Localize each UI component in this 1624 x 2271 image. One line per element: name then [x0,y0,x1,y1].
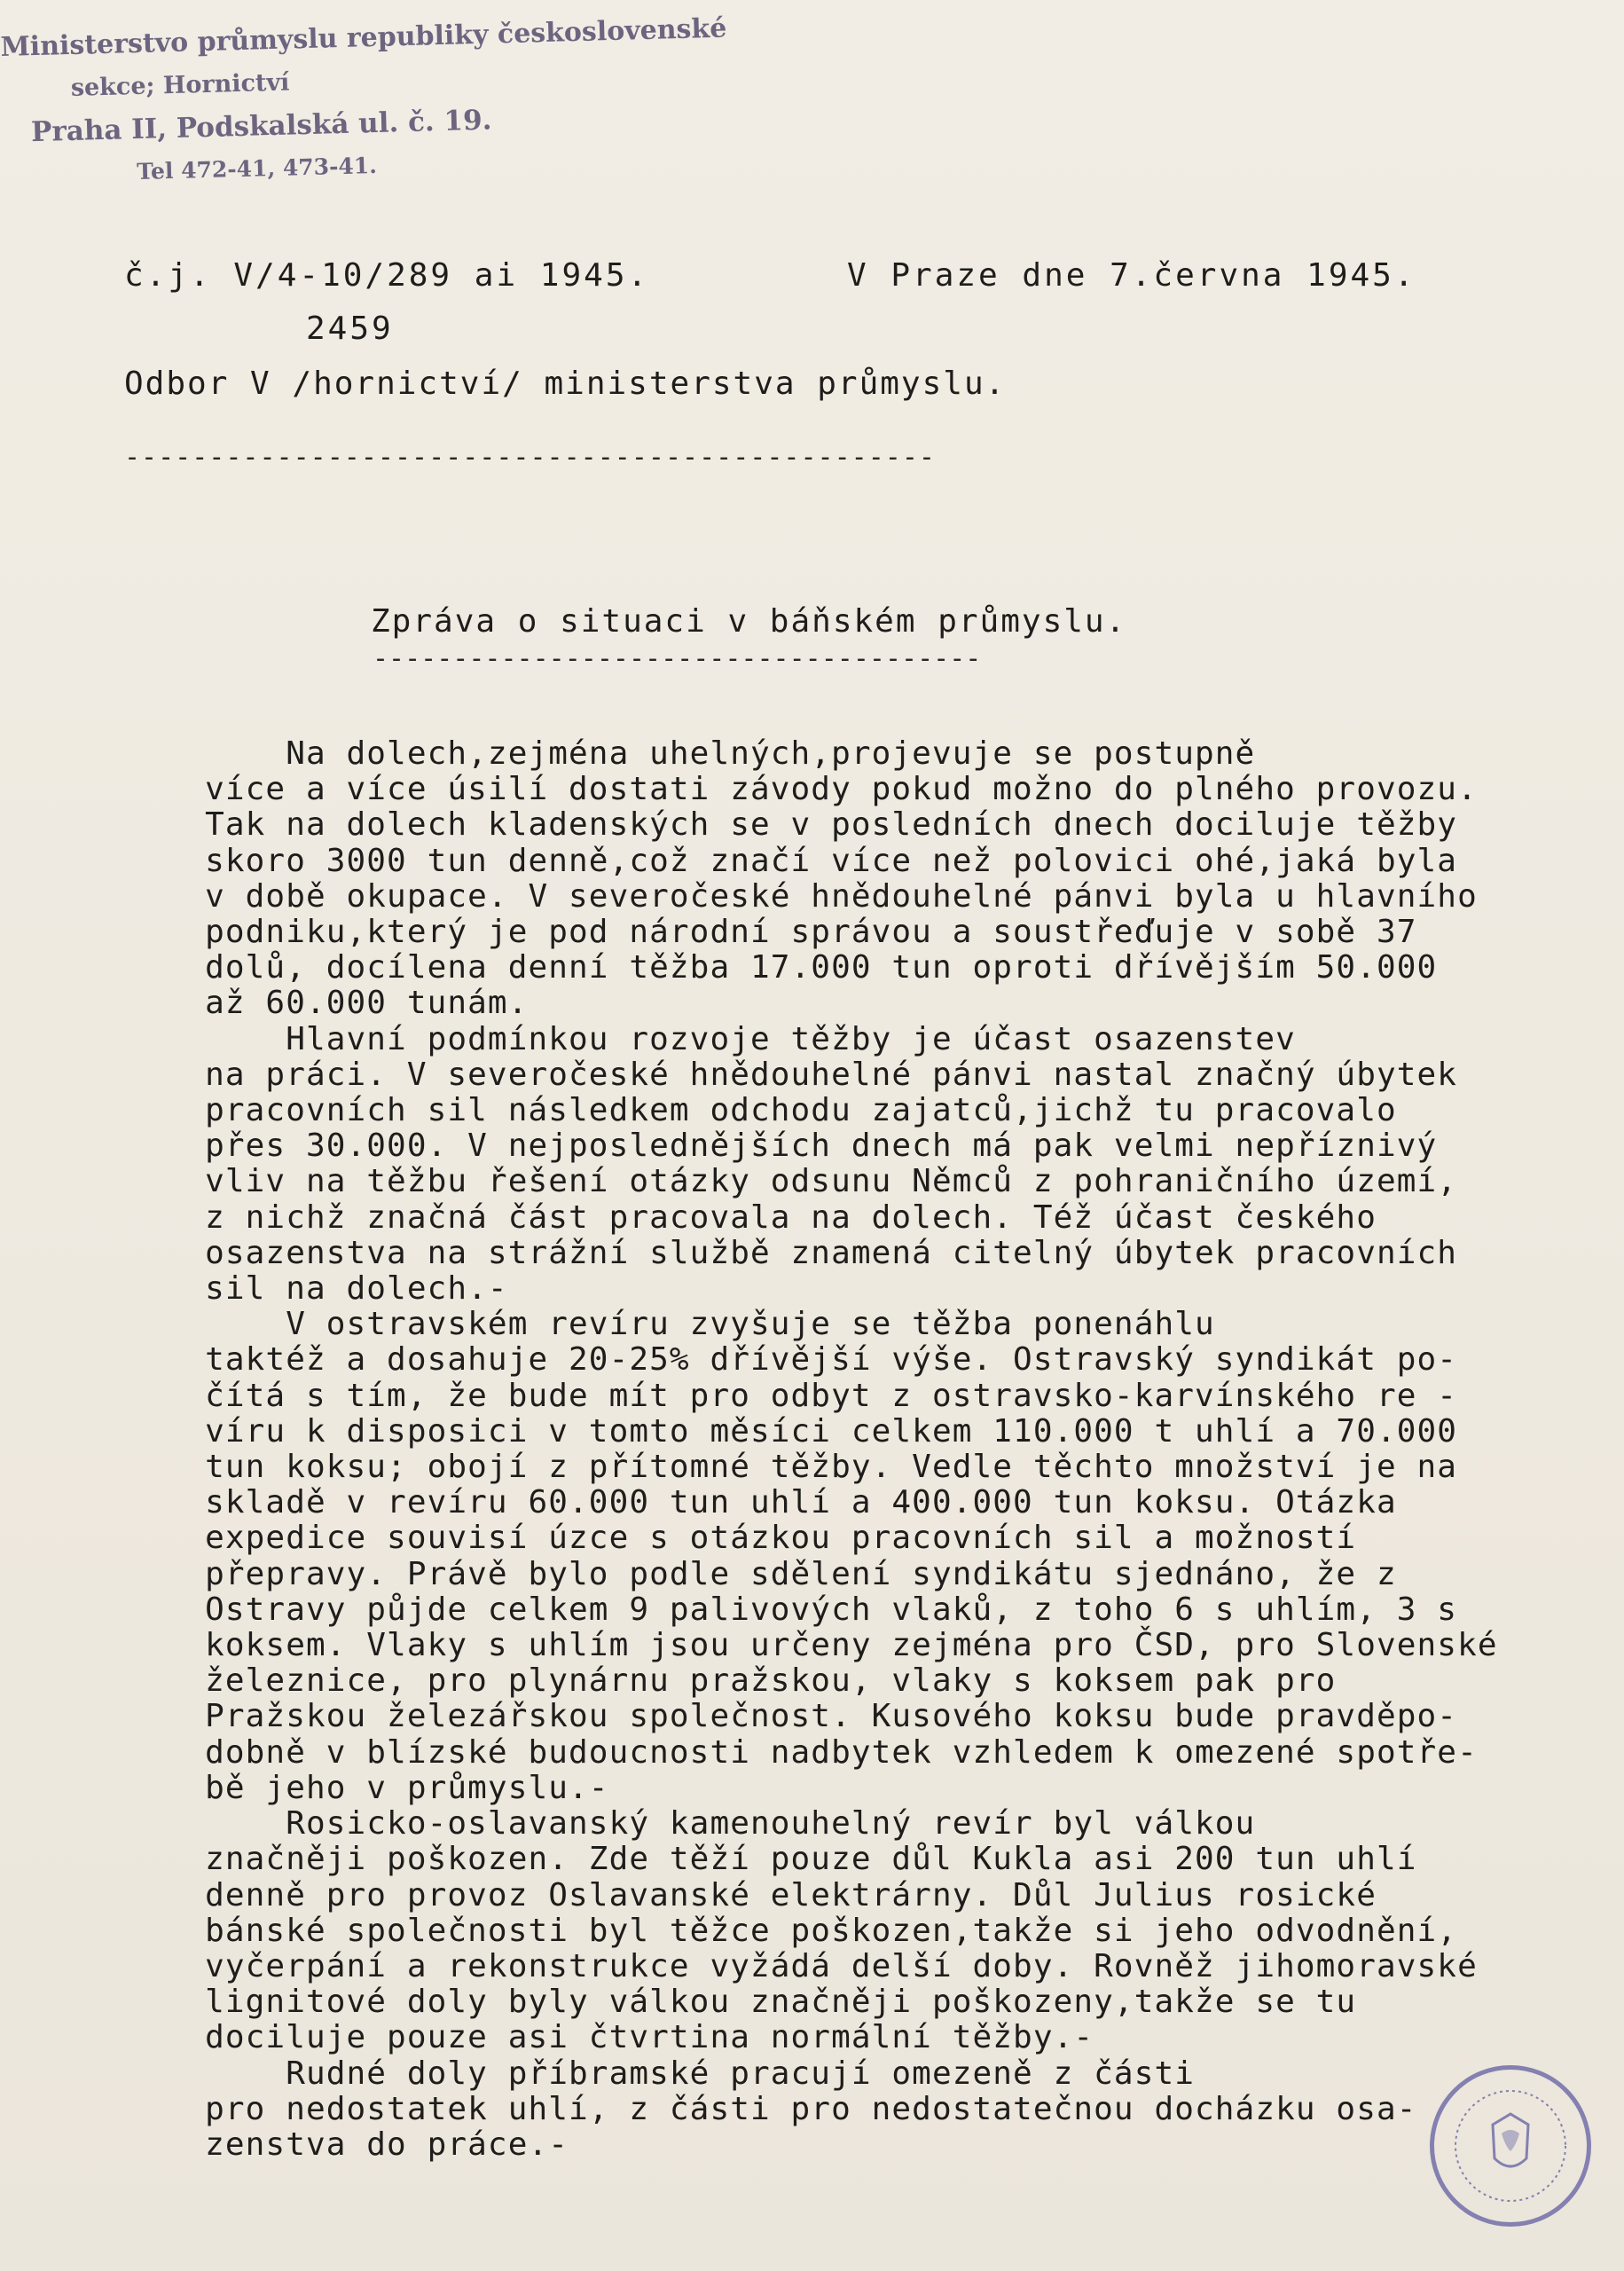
body-line: Rudné doly příbramské pracují omezeně z části [124,2055,1196,2092]
body-line: Tak na dolech kladenských se v posledních dnech dociluje těžby [124,806,1458,844]
body-line: Ostravy půjde celkem 9 palivových vlaků, z toho 6 s uhlím, 3 s [124,1591,1458,1628]
body-line: více a více úsilí dostati závody pokud možno do plného provozu. [124,771,1478,808]
ministry-stamp [0,12,727,197]
body-line: na práci. V severočeské hnědouhelné pánvi nastal značný úbytek [124,1056,1458,1093]
body-line: pro nedostatek uhlí, z části pro nedostatečnou docházku osa- [124,2090,1417,2127]
seal-emblem-icon [1434,2070,1587,2222]
reference-number: č.j. V/4-10/289 ai 1945. [124,257,650,294]
body-line: čítá s tím, že bude mít pro odbyt z ostravsko-karvínského re - [124,1377,1458,1414]
body-line: dobně v blízské budoucnosti nadbytek vzhledem k omezené spotře- [124,1733,1478,1771]
body-line: víru k disposici v tomto měsíci celkem 110.000 t uhlí a 70.000 [124,1412,1458,1450]
body-line: železnice, pro plynárnu pražskou, vlaky s koksem pak pro [124,1662,1337,1700]
body-line: Na dolech,zejména uhelných,projevuje se postupně [124,735,1256,772]
body-line: bánské společnosti byl těžce poškozen,takže si jeho odvodnění, [124,1912,1458,1949]
body-line: denně pro provoz Oslavanské elektrárny. Důl Julius rosické [124,1876,1377,1913]
body-line: přes 30.000. V nejposlednějších dnech má pak velmi nepříznivý [124,1128,1438,1165]
body-line: z nichž značná část pracovala na dolech. Též účast českého [124,1198,1377,1236]
body-line: lignitové doly byly válkou značněji poškozeny,takže se tu [124,1984,1357,2021]
body-line: dolů, docílena denní těžba 17.000 tun oproti dřívějším 50.000 [124,949,1438,986]
body-line: zenstva do práce.- [124,2126,569,2163]
body-line: vyčerpání a rekonstrukce vyžádá delší doby. Rovněž jihomoravské [124,1947,1478,1984]
body-line: skoro 3000 tun denně,což značí více než polovici ohé,jaká byla [124,842,1458,879]
body-line: až 60.000 tunám. [124,985,529,1022]
body-line: bě jeho v průmyslu.- [124,1769,609,1806]
body-line: expedice souvisí úzce s otázkou pracovních sil a možností [124,1520,1357,1557]
department-line: Odbor V /hornictví/ ministerstva průmyslu. [124,365,1007,402]
body-line: sil na dolech.- [124,1270,508,1308]
document-title: Zpráva o situaci v báňském průmyslu. [371,603,1127,640]
body-line: skladě v revíru 60.000 tun uhlí a 400.000 tun koksu. Otázka [124,1484,1397,1521]
body-line: značněji poškozen. Zde těží pouze důl Kukla asi 200 tun uhlí [124,1841,1417,1878]
title-underline: -------------------------------------- [373,643,982,674]
body-line: V ostravském revíru zvyšuje se těžba ponenáhlu [124,1306,1215,1343]
body-line: v době okupace. V severočeské hnědouhelné pánvi byla u hlavního [124,877,1478,915]
body-line: tun koksu; obojí z přítomné těžby. Vedle těchto množství je na [124,1449,1458,1486]
report-body [124,736,1561,2163]
header-divider: ------------------------------------------------ [124,442,936,473]
stamp-line: sekce; Hornictví [70,68,290,102]
body-line: Rosicko-oslavanský kamenouhelný revír byl válkou [124,1805,1256,1843]
body-line: koksem. Vlaky s uhlím jsou určeny zejména pro ČSD, pro Slovenské [124,1627,1498,1664]
archive-seal [1430,2065,1591,2227]
body-line: Pražskou železářskou společnost. Kusového koksu bude pravděpo- [124,1698,1458,1735]
body-line: přepravy. Právě bylo podle sdělení syndikátu sjednáno, že z [124,1555,1397,1592]
registry-number: 2459 [306,310,394,347]
body-line: vliv na těžbu řešení otázky odsunu Němců z pohraničního území, [124,1163,1458,1200]
place-and-date: V Praze dne 7.června 1945. [847,257,1416,294]
body-line: dociluje pouze asi čtvrtina normální těžby.- [124,2019,1094,2056]
stamp-line: Ministerstvo průmyslu republiky československé [0,12,727,63]
stamp-line: Praha II, Podskalská ul. č. 19. [30,104,492,149]
body-line: osazenstva na strážní službě znamená citelný úbytek pracovních [124,1234,1458,1271]
stamp-line: Tel 472-41, 473-41. [136,152,378,185]
body-line: taktéž a dosahuje 20-25% dřívější výše. Ostravský syndikát po- [124,1341,1458,1379]
body-line: pracovních sil následkem odchodu zajatců,jichž tu pracovalo [124,1092,1397,1129]
body-line: Hlavní podmínkou rozvoje těžby je účast osazenstev [124,1020,1296,1057]
body-line: podniku,který je pod národní správou a soustřeďuje v sobě 37 [124,914,1417,951]
